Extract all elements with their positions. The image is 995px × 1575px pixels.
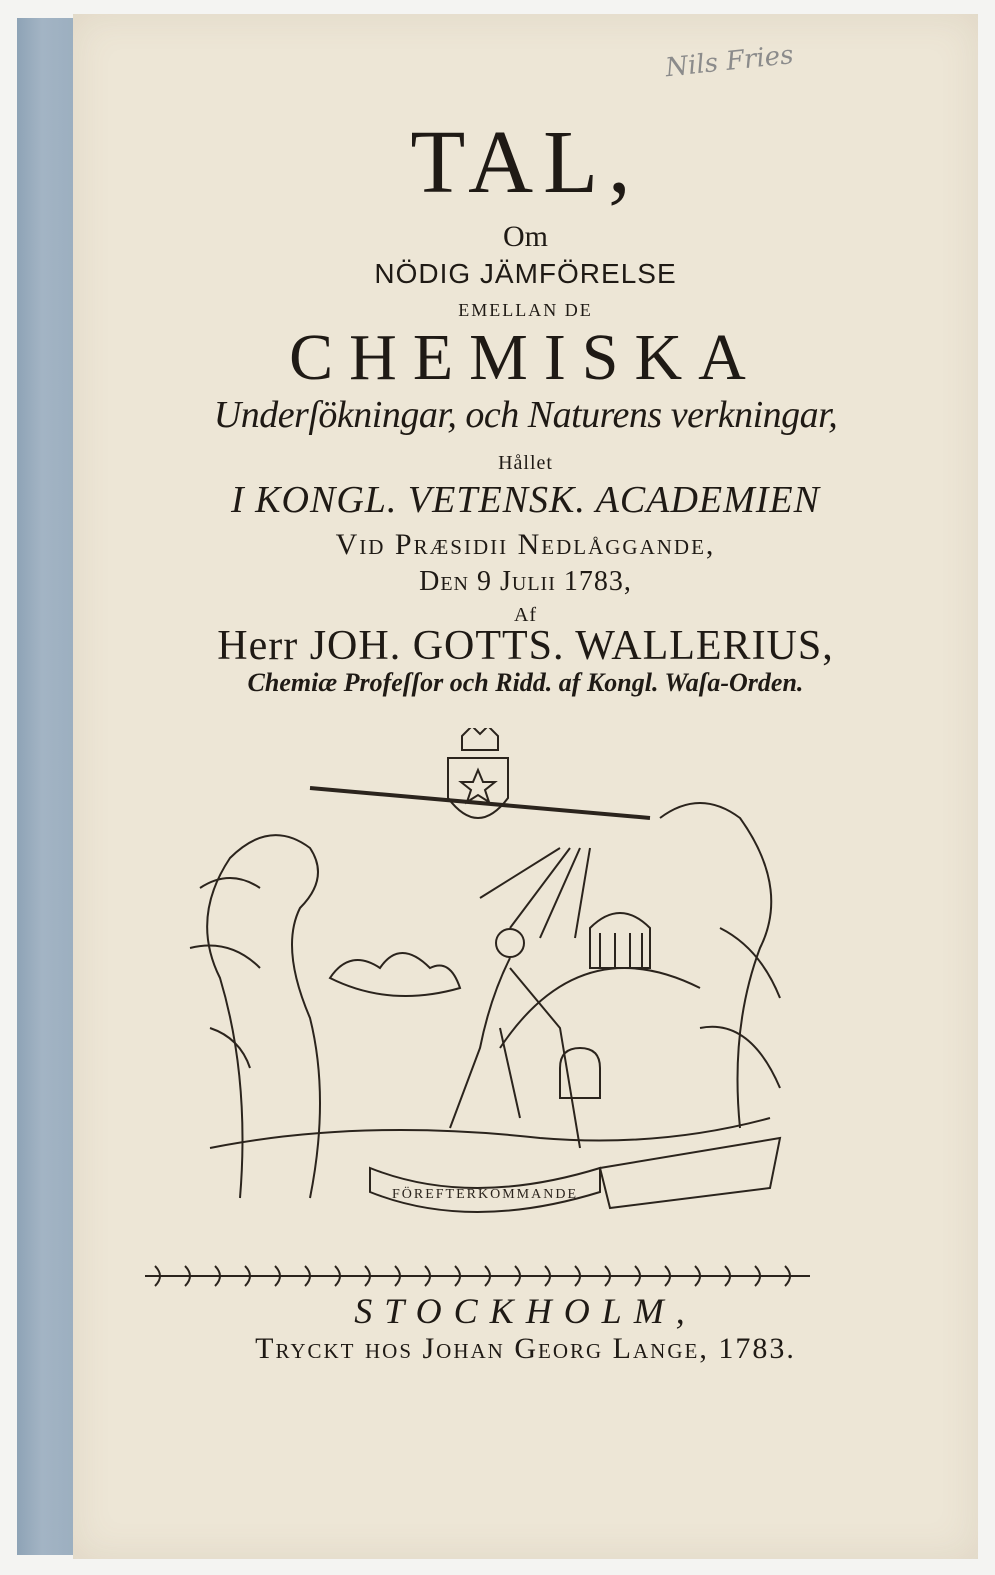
crown-icon [462, 728, 498, 750]
right-tree [660, 803, 780, 1128]
imprint-printer: Tryckt hos Johan Georg Lange, 1783. [255, 1332, 796, 1365]
line-kongl-academien: I KONGL. VETENSK. ACADEMIEN [231, 479, 820, 521]
line-chemiska: CHEMISKA [289, 321, 762, 394]
shield-icon [448, 758, 508, 818]
temple-icon [590, 913, 650, 968]
imprint-place: STOCKHOLM, [354, 1291, 697, 1331]
author-title: Chemiæ Profeſſor och Ridd. af Kongl. Waſa-Orden. [247, 668, 804, 697]
title: TAL, [410, 113, 641, 212]
ornamental-rule [145, 1262, 810, 1290]
jug-icon [560, 1048, 600, 1098]
line-hallet: Hållet [498, 452, 553, 474]
banner-text: FÖREFTERKOMMANDE [391, 1187, 579, 1202]
line-af: Af [513, 604, 538, 626]
handwritten-signature: Nils Fries [663, 40, 795, 84]
line-vid-praesidii: Vid Præsidii Nedlåggande, [335, 528, 716, 561]
engraving-vignette [180, 728, 800, 1228]
blue-spine [17, 18, 74, 1555]
line-om: Om [503, 220, 548, 253]
author-name: Herr JOH. GOTTS. WALLERIUS, [217, 623, 834, 669]
line-date: Den 9 Julii 1783, [419, 566, 632, 597]
log [600, 1138, 780, 1208]
line-emellan: EMELLAN DE [458, 300, 593, 320]
left-tree [207, 835, 320, 1198]
line-nodig: NÖDIG JÄMFÖRELSE [374, 258, 677, 289]
line-undersokningar: Underſökningar, och Naturens verkningar, [213, 394, 838, 436]
